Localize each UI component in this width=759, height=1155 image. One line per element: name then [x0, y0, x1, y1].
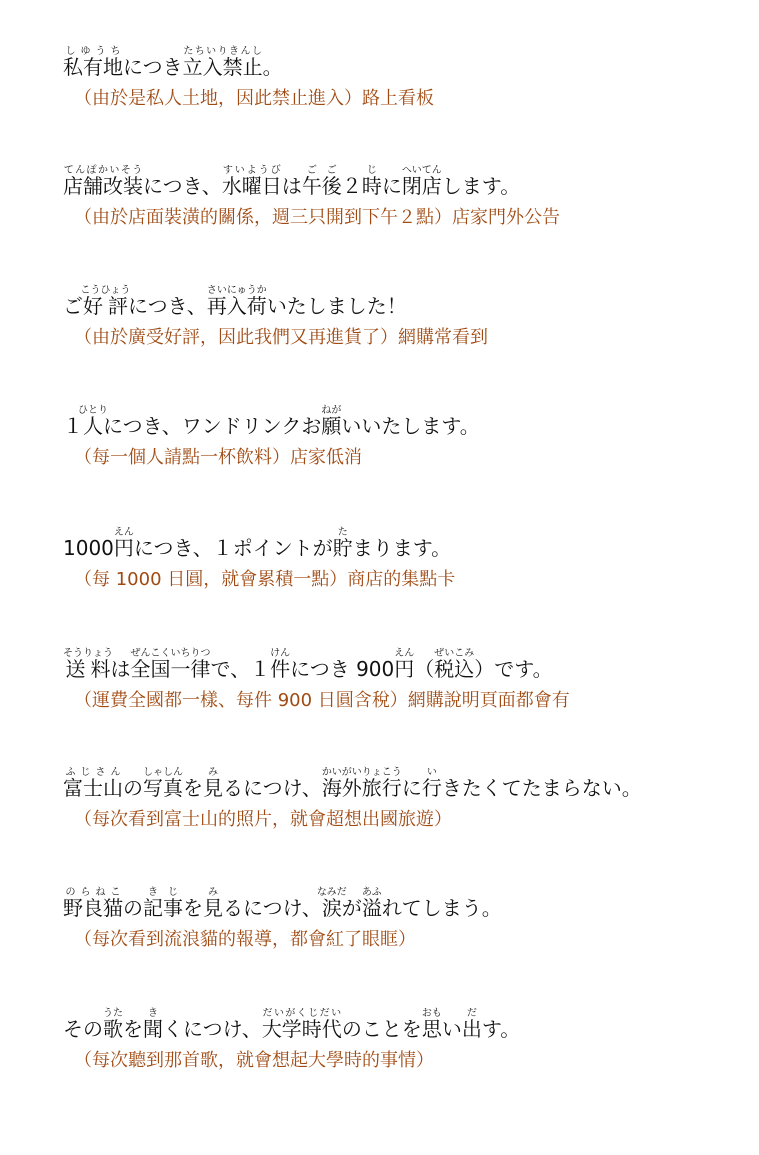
furigana-reading: うた [103, 1008, 123, 1019]
japanese-sentence [63, 648, 753, 685]
kanji-with-furigana [361, 165, 382, 198]
japanese-sentence [63, 165, 753, 202]
kanji-base: 歌 [103, 1017, 123, 1041]
furigana-reading: のらねこ [63, 887, 123, 898]
text-segment: ）です。 [474, 657, 553, 681]
text-segment: につき、１ポイントが [133, 536, 333, 560]
kanji-base: 円 [113, 536, 134, 560]
kanji-base: 店舗改装 [63, 174, 143, 198]
text-segment: いいたします。 [341, 414, 480, 438]
japanese-sentence [63, 767, 753, 804]
kanji-base: 全国一律 [130, 657, 211, 681]
kanji-with-furigana [63, 767, 123, 800]
kanji-with-furigana [63, 887, 123, 920]
text-segment: が [341, 896, 362, 920]
text-segment: 。 [262, 55, 283, 79]
furigana-reading: だいがくじだい [261, 1008, 342, 1019]
kanji-base: 再入荷 [206, 294, 267, 318]
text-segment: を [183, 776, 203, 800]
kanji-base: 税込 [434, 657, 475, 681]
furigana-reading: ごご [301, 165, 342, 176]
text-segment: す。 [481, 1017, 521, 1041]
kanji-base: 送料 [63, 657, 113, 681]
furigana-reading: さいにゅうか [206, 285, 267, 296]
text-segment: その [63, 1017, 103, 1041]
text-segment: ２ [341, 174, 362, 198]
chinese-translation: （由於店面裝潢的關係，週三只開到下午２點）店家門外公告 [74, 207, 560, 228]
chinese-translation: （每次看到富士山的照片，就會超想出國旅遊） [74, 809, 452, 830]
kanji-base: 閉店 [401, 174, 442, 198]
example-entry [63, 285, 753, 351]
kanji-base: 溢 [361, 896, 382, 920]
text-segment: のことを [341, 1017, 422, 1041]
furigana-reading: たちいりきんし [182, 46, 263, 57]
furigana-reading: えん [113, 527, 134, 538]
kanji-with-furigana [270, 648, 291, 681]
furigana-reading: へいてん [401, 165, 442, 176]
kanji-with-furigana [143, 1008, 163, 1041]
kanji-base: 海外旅行 [321, 776, 402, 800]
kanji-with-furigana [203, 767, 223, 800]
kanji-with-furigana [332, 527, 353, 560]
furigana-reading: きじ [143, 887, 183, 898]
kanji-base: 人 [78, 414, 108, 438]
text-segment: いたしました！ [266, 294, 407, 318]
kanji-with-furigana [63, 648, 113, 681]
kanji-base: 思 [421, 1017, 442, 1041]
text-segment: るにつけ、 [223, 896, 322, 920]
kanji-with-furigana [461, 1008, 482, 1041]
text-segment: に [381, 174, 402, 198]
text-segment: の [123, 896, 143, 920]
text-segment: で、１ [210, 657, 271, 681]
furigana-reading: こうひょう [80, 285, 131, 296]
text-segment: まります。 [352, 536, 452, 560]
kanji-base: 見 [203, 776, 223, 800]
japanese-sentence [63, 405, 753, 442]
chinese-translation: （由於廣受好評，因此我們又再進貨了）網購常看到 [74, 327, 488, 348]
furigana-reading: い [421, 767, 442, 778]
japanese-sentence [63, 527, 753, 564]
furigana-reading: そうりょう [63, 648, 113, 659]
text-segment: を [123, 1017, 143, 1041]
japanese-sentence [63, 887, 753, 924]
furigana-reading: み [203, 887, 223, 898]
furigana-reading: じ [361, 165, 382, 176]
kanji-base: 午後 [301, 174, 342, 198]
example-entry [63, 165, 753, 231]
kanji-with-furigana [63, 165, 143, 198]
chinese-translation: （每次聽到那首歌，就會想起大學時的事情） [74, 1050, 434, 1071]
furigana-reading: てんぽかいそう [63, 165, 143, 176]
text-segment: （ [414, 657, 435, 681]
kanji-base: 件 [270, 657, 291, 681]
text-segment: します。 [441, 174, 521, 198]
kanji-base: 写真 [143, 776, 183, 800]
furigana-reading: しゃしん [143, 767, 183, 778]
kanji-with-furigana [182, 46, 263, 79]
furigana-reading: しゆうち [63, 46, 123, 57]
chinese-translation: （每 1000 日圓，就會累積一點）商店的集點卡 [74, 569, 456, 590]
kanji-base: 行 [421, 776, 442, 800]
furigana-reading: えん [394, 648, 415, 659]
kanji-base: 富士山 [63, 776, 123, 800]
text-segment: につき、 [143, 174, 222, 198]
kanji-base: 出 [461, 1017, 482, 1041]
furigana-reading: ぜんこくいちりつ [130, 648, 211, 659]
kanji-base: 立入禁止 [182, 55, 263, 79]
text-segment: は [110, 657, 131, 681]
text-segment: るにつけ、 [223, 776, 322, 800]
text-segment: につき、 [128, 294, 207, 318]
furigana-reading: ふじさん [63, 767, 123, 778]
text-segment: れてしまう。 [381, 896, 502, 920]
example-entry [63, 648, 753, 714]
kanji-with-furigana [316, 887, 347, 920]
kanji-base: 涙 [316, 896, 347, 920]
kanji-with-furigana [143, 767, 183, 800]
kanji-base: 好評 [80, 294, 131, 318]
kanji-base: 私有地 [63, 55, 123, 79]
kanji-with-furigana [113, 527, 134, 560]
kanji-with-furigana [434, 648, 475, 681]
text-segment: は [281, 174, 302, 198]
text-segment: につき 900 [290, 657, 395, 681]
example-entry [63, 767, 753, 833]
chinese-translation: （由於是私人土地，因此禁止進入）路上看板 [74, 88, 434, 109]
chinese-translation: （每次看到流浪貓的報導，都會紅了眼眶） [74, 929, 416, 950]
text-segment: の [123, 776, 143, 800]
japanese-sentence [63, 46, 753, 83]
furigana-reading: けん [270, 648, 291, 659]
kanji-with-furigana [203, 887, 223, 920]
furigana-reading: ぜいこみ [434, 648, 475, 659]
kanji-base: 大学時代 [261, 1017, 342, 1041]
kanji-with-furigana [221, 165, 282, 198]
kanji-base: 水曜日 [221, 174, 282, 198]
text-segment: 1000 [63, 536, 114, 560]
text-segment: い [441, 1017, 462, 1041]
kanji-with-furigana [261, 1008, 342, 1041]
example-entry [63, 527, 753, 593]
furigana-reading: み [203, 767, 223, 778]
furigana-reading: かいがいりょこう [321, 767, 402, 778]
furigana-reading: た [332, 527, 353, 538]
kanji-with-furigana [301, 165, 342, 198]
furigana-reading: おも [421, 1008, 442, 1019]
text-segment: につき、ワンドリンクお [103, 414, 322, 438]
kanji-base: 記事 [143, 896, 183, 920]
furigana-reading: なみだ [316, 887, 347, 898]
example-entry [63, 887, 753, 953]
kanji-base: 貯 [332, 536, 353, 560]
furigana-reading: ねが [321, 405, 342, 416]
furigana-reading: き [143, 1008, 163, 1019]
kanji-with-furigana [130, 648, 211, 681]
text-segment: を [183, 896, 203, 920]
example-entry [63, 46, 753, 112]
text-segment: に [401, 776, 422, 800]
text-segment: １ [63, 414, 83, 438]
kanji-with-furigana [80, 285, 131, 318]
kanji-with-furigana [78, 405, 108, 438]
kanji-with-furigana [321, 767, 402, 800]
example-entry [63, 1008, 753, 1074]
furigana-reading: だ [461, 1008, 482, 1019]
kanji-with-furigana [361, 887, 382, 920]
kanji-with-furigana [143, 887, 183, 920]
text-segment: くにつけ、 [163, 1017, 262, 1041]
kanji-with-furigana [103, 1008, 123, 1041]
chinese-translation: （運費全國都一樣、每件 900 日圓含稅）網購說明頁面都會有 [74, 690, 570, 711]
kanji-base: 聞 [143, 1017, 163, 1041]
furigana-reading: ひとり [78, 405, 108, 416]
chinese-translation: （每一個人請點一杯飲料）店家低消 [74, 447, 362, 468]
kanji-with-furigana [401, 165, 442, 198]
kanji-with-furigana [421, 767, 442, 800]
kanji-base: 円 [394, 657, 415, 681]
kanji-base: 願 [321, 414, 342, 438]
text-segment: につき [123, 55, 183, 79]
japanese-sentence [63, 1008, 753, 1045]
kanji-with-furigana [394, 648, 415, 681]
furigana-reading: すいようび [221, 165, 282, 176]
text-segment: きたくてたまらない。 [441, 776, 642, 800]
text-segment: ご [63, 294, 83, 318]
kanji-with-furigana [421, 1008, 442, 1041]
kanji-base: 時 [361, 174, 382, 198]
kanji-base: 見 [203, 896, 223, 920]
kanji-with-furigana [321, 405, 342, 438]
kanji-with-furigana [206, 285, 267, 318]
kanji-base: 野良猫 [63, 896, 123, 920]
example-entry [63, 405, 753, 471]
furigana-reading: あふ [361, 887, 382, 898]
kanji-with-furigana [63, 46, 123, 79]
japanese-sentence [63, 285, 753, 322]
